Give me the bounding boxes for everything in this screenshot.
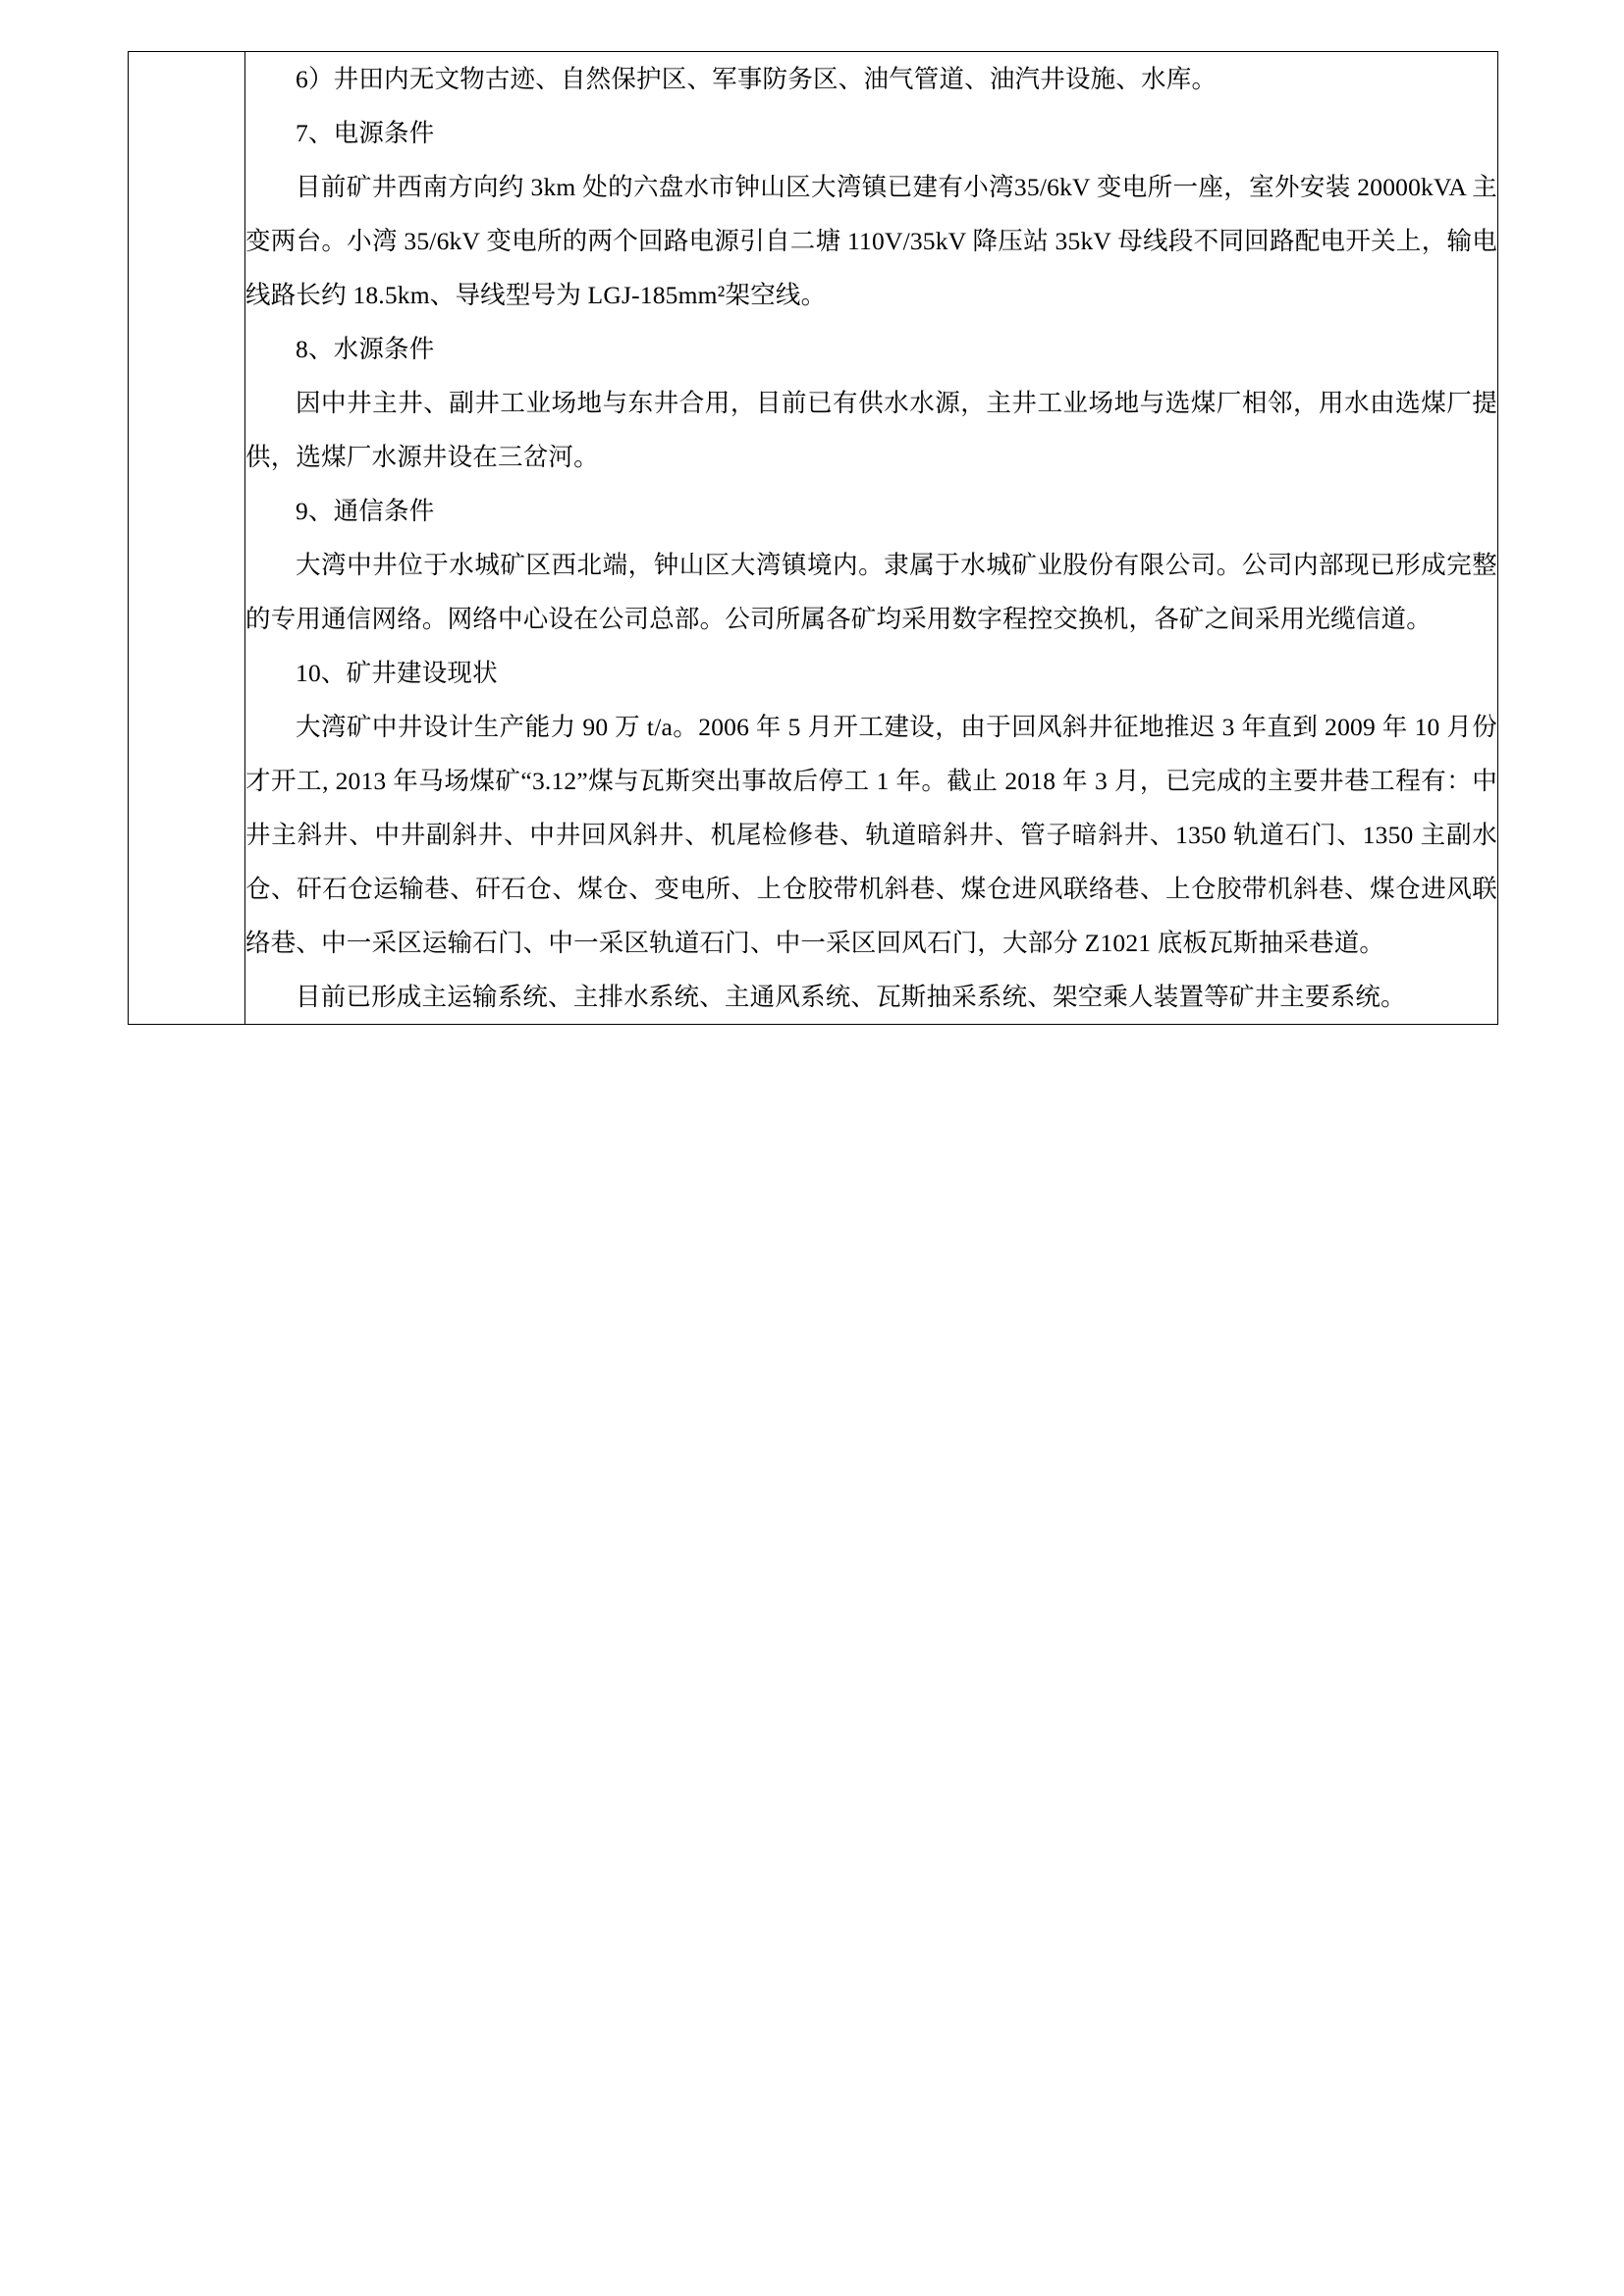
- table-row: [129, 52, 1498, 1025]
- paragraph-heading-8: 8、水源条件: [296, 335, 435, 363]
- paragraph-heading-9: 9、通信条件: [296, 497, 435, 525]
- content-table: [128, 51, 1498, 1025]
- paragraph-item-6: 6）井田内无文物古迹、自然保护区、军事防务区、油气管道、油汽井设施、水库。: [296, 65, 1218, 93]
- table-cell-label: [129, 52, 245, 1025]
- paragraph-heading-10: 10、矿井建设现状: [296, 659, 498, 687]
- paragraph-body-9: 大湾中井位于水城矿区西北端，钟山区大湾镇境内。隶属于水城矿业股份有限公司。公司内部现已形成完整的专用通信网络。网络中心设在公司总部。公司所属各矿均采用数字程控交换机，各矿之间采用光缆信道。: [245, 551, 1497, 633]
- paragraph-body-8: 因中井主井、副井工业场地与东井合用，目前已有供水水源，主井工业场地与选煤厂相邻，用水由选煤厂提供，选煤厂水源井设在三岔河。: [245, 389, 1497, 471]
- paragraph-body-7: 目前矿井西南方向约 3km 处的六盘水市钟山区大湾镇已建有小湾35/6kV 变电所一座，室外安装 20000kVA 主变两台。小湾 35/6kV 变电所的两个回路电源引自二塘 110V/35kV 降压站 35kV 母线段不同回路配电开关上，输电线路长约 18.5km、导线型号为 LGJ-185mm²架空线。: [245, 173, 1497, 309]
- paragraph-body-10: 大湾矿中井设计生产能力 90 万 t/a。2006 年 5 月开工建设，由于回风斜井征地推迟 3 年直到 2009 年 10 月份才开工, 2013 年马场煤矿“3.12”煤与瓦斯突出事故后停工 1 年。截止 2018 年 3 月，已完成的主要井巷工程有：中井主斜井、中井副斜井、中井回风斜井、机尾检修巷、轨道暗斜井、管子暗斜井、1350 轨道石门、1350 主副水仓、矸石仓运输巷、矸石仓、煤仓、变电所、上仓胶带机斜巷、煤仓进风联络巷、上仓胶带机斜巷、煤仓进风联络巷、中一采区运输石门、中一采区轨道石门、中一采区回风石门，大部分 Z1021 底板瓦斯抽采巷道。: [245, 713, 1497, 957]
- paragraph-tail-10: 目前已形成主运输系统、主排水系统、主通风系统、瓦斯抽采系统、架空乘人装置等矿井主要系统。: [296, 983, 1406, 1011]
- table-cell-body: [245, 52, 1498, 1025]
- paragraph-heading-7: 7、电源条件: [296, 119, 435, 147]
